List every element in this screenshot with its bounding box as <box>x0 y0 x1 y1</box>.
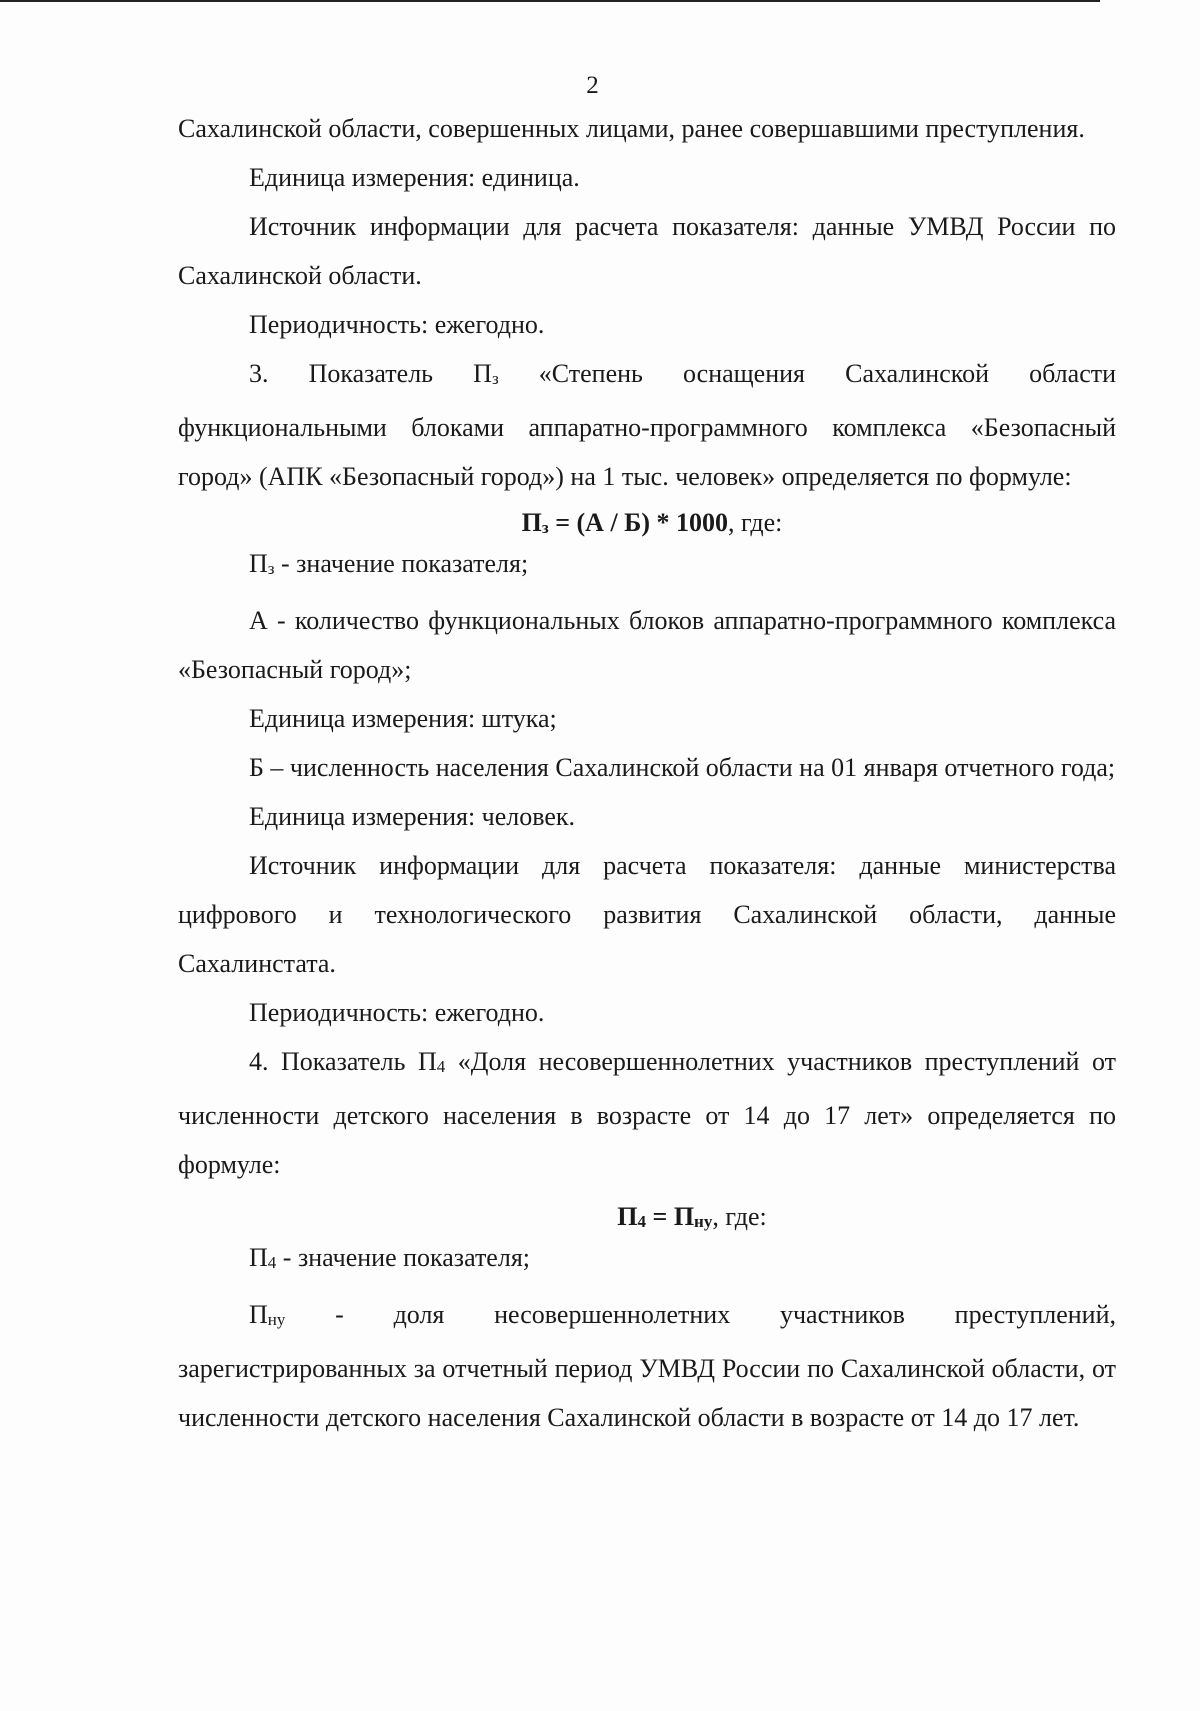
paragraph-value-4 <box>178 1240 1116 1281</box>
formula-indicator-4 <box>178 1189 1116 1240</box>
value-4-text: - значение показателя; <box>276 1243 530 1272</box>
paragraph-variable-a: А - количество функциональных блоков аппаратно-программного комплекса «Безопасный город»; <box>178 606 1116 684</box>
formula-indicator-3 <box>178 501 1116 546</box>
value-4-symbol: П <box>249 1243 268 1272</box>
pnu-subscript: ну <box>267 1310 286 1329</box>
formula-2-tail: , где: <box>712 1202 767 1231</box>
indicator-4-text: «Доля несовершеннолетних участников преступлений от численности детского населения в возрасте от 14 до 17 лет» определяется по формуле: <box>178 1047 1117 1179</box>
formula-1-subscript: з <box>541 518 549 537</box>
paragraph-value-3 <box>178 546 1116 587</box>
indicator-3-prefix: 3. Показатель П <box>249 359 492 388</box>
value-3-text: - значение показателя; <box>274 549 529 578</box>
value-3-subscript: з <box>267 559 275 578</box>
paragraph-periodicity: Периодичность: ежегодно. <box>249 310 545 339</box>
paragraph-continuation: Сахалинской области, совершенных лицами, ранее совершавшими преступления. <box>178 114 1085 143</box>
pnu-symbol: П <box>249 1300 268 1329</box>
indicator-4-subscript: 4 <box>436 1057 446 1076</box>
paragraph-unit: Единица измерения: единица. <box>249 163 580 192</box>
paragraph-variable-b: Б – численность населения Сахалинской области на 01 января отчетного года; <box>249 753 1116 782</box>
paragraph-unit-b: Единица измерения: человек. <box>249 802 576 831</box>
value-3-symbol: П <box>249 549 268 578</box>
formula-2-subscript: 4 <box>637 1212 646 1231</box>
indicator-3-text: «Степень оснащения Сахалинской области функциональными блоками аппаратно-программного комплекса «Безопасный город» (АПК «Безопасный город») на 1 тыс. человек» определяется по формуле: <box>178 359 1117 491</box>
paragraph-unit-a: Единица измерения: штука; <box>249 704 557 733</box>
paragraph-source-3: Источник информации для расчета показателя: данные министерства цифрового и технологического развития Сахалинской области, данные Сахалинстата. <box>178 851 1116 978</box>
document-body <box>178 104 1116 1442</box>
indicator-4-prefix: 4. Показатель П <box>249 1047 437 1076</box>
top-rule <box>0 0 1100 2</box>
paragraph-indicator-4 <box>178 1037 1116 1189</box>
formula-2-symbol: П <box>617 1202 638 1231</box>
indicator-3-subscript: з <box>491 369 499 388</box>
paragraph-indicator-3 <box>178 349 1116 501</box>
formula-1-symbol: П <box>521 508 542 537</box>
value-4-subscript: 4 <box>267 1253 277 1272</box>
formula-1-body: = (А / Б) * 1000 <box>548 508 729 537</box>
page-number: 2 <box>586 72 599 99</box>
paragraph-source: Источник информации для расчета показателя: данные УМВД России по Сахалинской области. <box>178 212 1116 290</box>
paragraph-variable-pnu <box>178 1290 1116 1442</box>
formula-2-equals: = П <box>646 1202 695 1231</box>
formula-1-tail: , где: <box>728 508 783 537</box>
pnu-text: - доля несовершеннолетних участников преступлений, зарегистрированных за отчетный период УМВД России по Сахалинской области, от численности детского населения Сахалинской области в возрасте от 14 до 17 лет. <box>178 1300 1116 1432</box>
paragraph-periodicity-3: Периодичность: ежегодно. <box>249 998 545 1027</box>
formula-2-subscript-nu: ну <box>694 1212 713 1231</box>
